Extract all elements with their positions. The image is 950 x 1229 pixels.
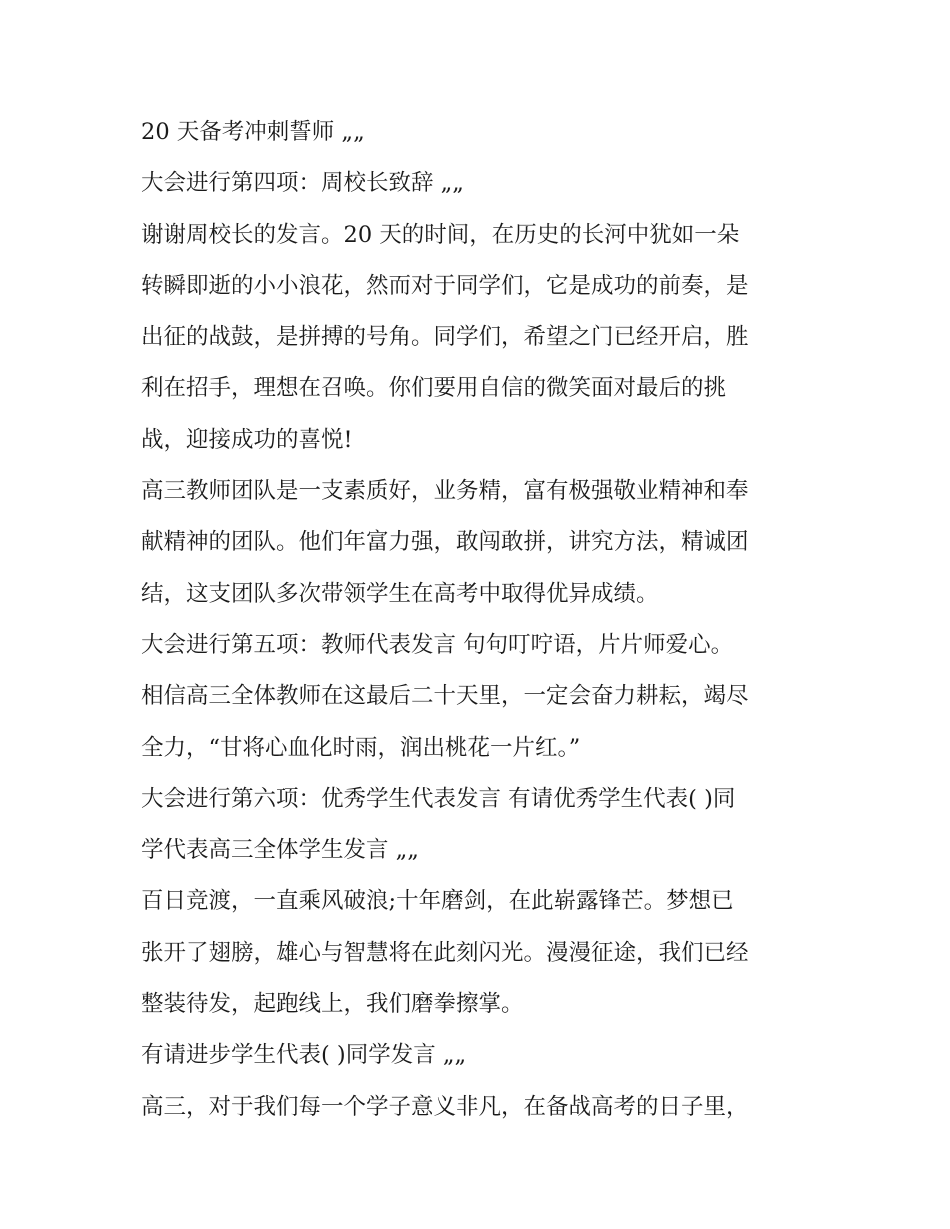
text-line: 大会进行第四项：周校长致辞 „„ <box>141 170 464 197</box>
text-line: 出征的战鼓，是拼搏的号角。同学们，希望之门已经开启，胜 <box>141 324 749 351</box>
text-line: 全力，“甘将心血化时雨，润出桃花一片红。” <box>141 734 581 761</box>
text-line: 百日竞渡，一直乘风破浪;十年磨剑，在此崭露锋芒。梦想已 <box>141 888 734 915</box>
text-line: 大会进行第五项：教师代表发言 句句叮咛语，片片师爱心。 <box>141 631 734 658</box>
text-line: 学代表高三全体学生发言 „„ <box>141 837 419 864</box>
text-line: 战，迎接成功的喜悦! <box>141 426 353 453</box>
document-body <box>141 107 821 1133</box>
text-line: 转瞬即逝的小小浪花，然而对于同学们，它是成功的前奏，是 <box>141 272 749 299</box>
text-line: 20 天备考冲刺誓师 „„ <box>141 119 365 145</box>
text-line: 利在招手，理想在召唤。你们要用自信的微笑面对最后的挑 <box>141 375 727 402</box>
text-line: 高三，对于我们每一个学子意义非凡，在备战高考的日子里， <box>141 1093 749 1120</box>
text-line: 大会进行第六项：优秀学生代表发言 有请优秀学生代表( )同 <box>141 785 736 812</box>
text-line: 相信高三全体教师在这最后二十天里，一定会奋力耕耘，竭尽 <box>141 683 749 710</box>
text-line: 献精神的团队。他们年富力强，敢闯敢拼，讲究方法，精诚团 <box>141 529 749 556</box>
text-line: 结，这支团队多次带领学生在高考中取得优异成绩。 <box>141 580 659 607</box>
text-line: 高三教师团队是一支素质好，业务精，富有极强敬业精神和奉 <box>141 478 749 505</box>
text-line: 有请进步学生代表( )同学发言 „„ <box>141 1042 467 1069</box>
text-line: 谢谢周校长的发言。20 天的时间，在历史的长河中犹如一朵 <box>141 221 740 248</box>
text-line: 张开了翅膀，雄心与智慧将在此刻闪光。漫漫征途，我们已经 <box>141 939 749 966</box>
text-line: 整装待发，起跑线上，我们磨拳擦掌。 <box>141 991 524 1018</box>
